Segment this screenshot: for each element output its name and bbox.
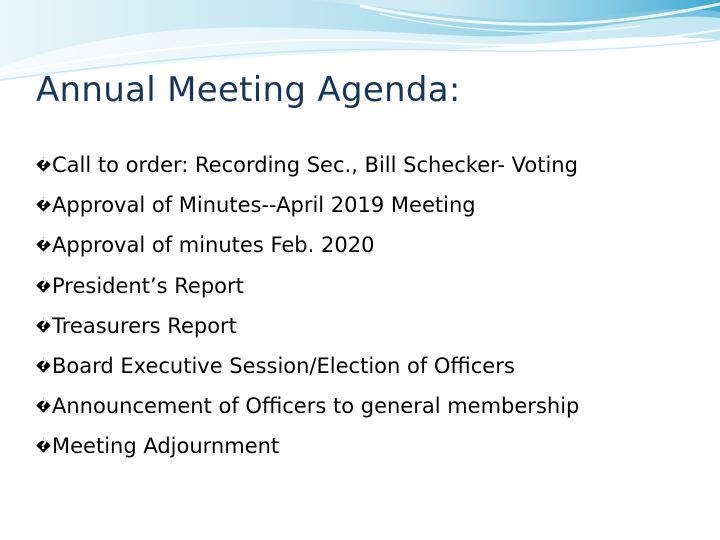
agenda-item — [36, 351, 579, 391]
agenda-item — [36, 271, 579, 311]
agenda-item-text: President’s Report — [52, 273, 244, 298]
agenda-item — [36, 230, 579, 270]
agenda-item-text: Treasurers Report — [52, 313, 237, 338]
replacement-character-icon: ? — [36, 234, 51, 256]
replacement-character-icon: ? — [36, 154, 51, 176]
replacement-character-icon: ? — [36, 435, 51, 457]
agenda-item-text: Meeting Adjournment — [52, 434, 280, 459]
agenda-item-text: Board Executive Session/Election of Officers — [52, 353, 515, 378]
agenda-item-text: Call to order: Recording Sec., Bill Schecker- Voting — [52, 153, 578, 177]
agenda-item — [36, 150, 579, 190]
agenda-item — [36, 431, 579, 471]
agenda-list — [36, 150, 579, 472]
replacement-character-icon: ? — [36, 355, 51, 377]
agenda-item-text: Approval of minutes Feb. 2020 — [52, 233, 375, 258]
agenda-item — [36, 391, 579, 431]
agenda-item — [36, 311, 579, 351]
agenda-item — [36, 190, 579, 230]
replacement-character-icon: ? — [36, 315, 51, 337]
replacement-character-icon: ? — [36, 275, 51, 297]
agenda-item-text: Approval of Minutes--April 2019 Meeting — [52, 193, 476, 218]
agenda-item-text: Announcement of Officers to general membership — [52, 394, 580, 419]
replacement-character-icon: ? — [36, 194, 51, 216]
replacement-character-icon: ? — [36, 395, 51, 417]
slide-title: Annual Meeting Agenda: — [36, 70, 461, 110]
